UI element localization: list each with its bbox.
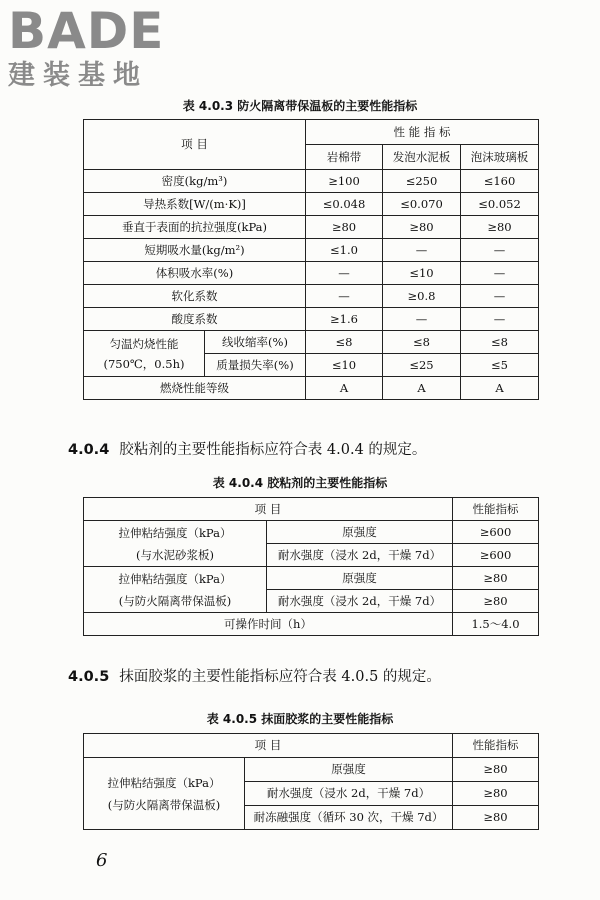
cell-value: ≤25 xyxy=(383,354,461,377)
table-row xyxy=(84,377,539,400)
cell-value: — xyxy=(306,285,383,308)
cell-value: ≥80 xyxy=(453,758,539,782)
group-label-line: 拉伸粘结强度（kPa） xyxy=(118,571,232,586)
cell-value: — xyxy=(461,308,539,331)
table-row xyxy=(84,239,539,262)
condition: 原强度 xyxy=(245,758,453,782)
clause-text: 抹面胶浆的主要性能指标应符合表 4.0.5 的规定。 xyxy=(119,669,441,685)
group-label-line: (与防火隔离带保温板) xyxy=(107,797,221,812)
clause-number: 4.0.5 xyxy=(68,669,110,685)
cell-value: — xyxy=(461,239,539,262)
table-row xyxy=(84,331,539,354)
row-label: 燃烧性能等级 xyxy=(84,377,306,400)
cell-value: ≤160 xyxy=(461,170,539,193)
cell-value: ≥0.8 xyxy=(383,285,461,308)
group-label-line: 拉伸粘结强度（kPa） xyxy=(107,775,221,790)
cell-value: ≥80 xyxy=(453,806,539,830)
table-row xyxy=(84,758,539,782)
perf-header: 性能指标 xyxy=(453,498,539,521)
cell-value: — xyxy=(461,285,539,308)
perf-header: 性能指标 xyxy=(453,734,539,758)
row-label: 体积吸水率(%) xyxy=(84,262,306,285)
row-label: 酸度系数 xyxy=(84,308,306,331)
row-label: 垂直于表面的抗拉强度(kPa) xyxy=(84,216,306,239)
item-header: 项 目 xyxy=(84,120,306,170)
cell-value: A xyxy=(306,377,383,400)
clause-4-0-5 xyxy=(68,665,441,686)
table-4-0-4 xyxy=(83,497,539,636)
row-label: 质量损失率(%) xyxy=(205,354,306,377)
clause-4-0-4 xyxy=(68,438,426,459)
group-label xyxy=(84,331,205,377)
table-row xyxy=(84,262,539,285)
cell-value: ≤10 xyxy=(383,262,461,285)
table-4-0-3-caption: 表 4.0.3 防火隔离带保温板的主要性能指标 xyxy=(182,99,418,113)
row-label: 短期吸水量(kg/m²) xyxy=(84,239,306,262)
item-header: 项 目 xyxy=(84,498,453,521)
table-4-0-5 xyxy=(83,733,539,830)
column-header: 发泡水泥板 xyxy=(383,145,461,170)
group-label-line: 匀温灼烧性能 xyxy=(109,336,179,351)
cell-value: ≤8 xyxy=(383,331,461,354)
column-header: 岩棉带 xyxy=(306,145,383,170)
table-row xyxy=(84,308,539,331)
condition: 耐水强度（浸水 2d，干燥 7d） xyxy=(245,782,453,806)
table-4-0-5-caption: 表 4.0.5 抹面胶浆的主要性能指标 xyxy=(206,712,394,726)
cell-value: 1.5～4.0 xyxy=(453,613,539,636)
cell-value: ≥80 xyxy=(306,216,383,239)
condition: 耐冻融强度（循环 30 次，干燥 7d） xyxy=(245,806,453,830)
brand-logo xyxy=(8,4,183,92)
cell-value: A xyxy=(383,377,461,400)
table-4-0-4-caption: 表 4.0.4 胶粘剂的主要性能指标 xyxy=(212,476,388,490)
group-label xyxy=(84,567,267,613)
perf-header: 性 能 指 标 xyxy=(306,120,539,145)
cell-value: ≤0.048 xyxy=(306,193,383,216)
row-label: 软化系数 xyxy=(84,285,306,308)
cell-value: ≤10 xyxy=(306,354,383,377)
table-row xyxy=(84,521,539,544)
table-row xyxy=(84,613,539,636)
cell-value: ≤8 xyxy=(461,331,539,354)
table-4-0-3 xyxy=(83,119,539,400)
group-label-line: (与水泥砂浆板) xyxy=(136,547,214,562)
condition: 原强度 xyxy=(267,521,453,544)
group-label xyxy=(84,758,245,830)
condition: 原强度 xyxy=(267,567,453,590)
condition: 耐水强度（浸水 2d，干燥 7d） xyxy=(267,590,453,613)
table-row xyxy=(84,285,539,308)
cell-value: — xyxy=(383,239,461,262)
group-label-line: (750℃，0.5h) xyxy=(103,356,185,371)
table-row xyxy=(84,193,539,216)
cell-value: ≥80 xyxy=(461,216,539,239)
table-row xyxy=(84,170,539,193)
cell-value: ≤250 xyxy=(383,170,461,193)
cell-value: ≤5 xyxy=(461,354,539,377)
cell-value: ≤1.0 xyxy=(306,239,383,262)
table-row xyxy=(84,567,539,590)
cell-value: — xyxy=(461,262,539,285)
cell-value: ≥1.6 xyxy=(306,308,383,331)
page-number: 6 xyxy=(96,850,108,871)
group-label-line: 拉伸粘结强度（kPa） xyxy=(118,525,232,540)
column-header: 泡沫玻璃板 xyxy=(461,145,539,170)
condition: 耐水强度（浸水 2d，干燥 7d） xyxy=(267,544,453,567)
row-label: 密度(kg/m³) xyxy=(84,170,306,193)
cell-value: ≥600 xyxy=(453,544,539,567)
cell-value: ≤0.052 xyxy=(461,193,539,216)
item-header: 项 目 xyxy=(84,734,453,758)
group-label xyxy=(84,521,267,567)
cell-value: ≥80 xyxy=(453,782,539,806)
clause-number: 4.0.4 xyxy=(68,442,110,458)
logo-subtitle: 建装基地 xyxy=(8,60,148,91)
logo-text: BADE xyxy=(8,2,165,60)
clause-text: 胶粘剂的主要性能指标应符合表 4.0.4 的规定。 xyxy=(119,442,427,458)
cell-value: A xyxy=(461,377,539,400)
cell-value: — xyxy=(306,262,383,285)
row-label: 可操作时间（h） xyxy=(84,613,453,636)
cell-value: ≥100 xyxy=(306,170,383,193)
table-row xyxy=(84,216,539,239)
cell-value: ≥80 xyxy=(453,590,539,613)
cell-value: — xyxy=(383,308,461,331)
cell-value: ≤8 xyxy=(306,331,383,354)
cell-value: ≥80 xyxy=(383,216,461,239)
cell-value: ≤0.070 xyxy=(383,193,461,216)
group-label-line: (与防火隔离带保温板) xyxy=(118,593,232,608)
row-label: 导热系数[W/(m·K)] xyxy=(84,193,306,216)
cell-value: ≥80 xyxy=(453,567,539,590)
row-label: 线收缩率(%) xyxy=(205,331,306,354)
cell-value: ≥600 xyxy=(453,521,539,544)
